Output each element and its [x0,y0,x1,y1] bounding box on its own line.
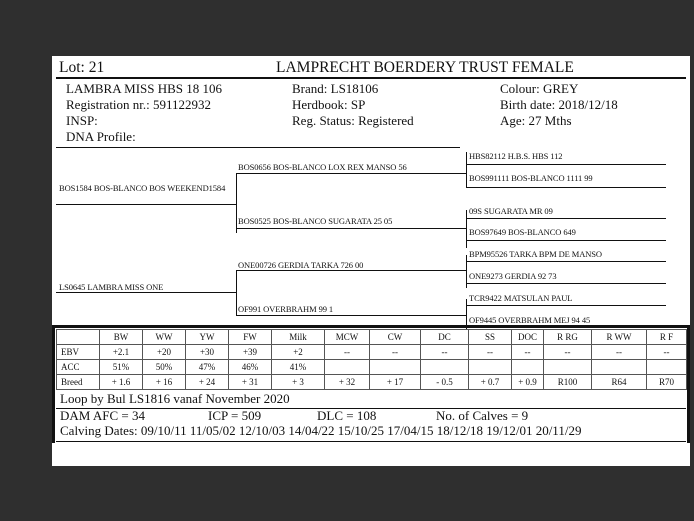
header-cell: MCW [325,330,370,345]
pedigree-dsd: ONE9273 GERDIA 92 73 [469,271,557,281]
table-cell: -- [647,345,687,360]
table-cell: + 16 [143,375,186,390]
performance-table [56,329,687,390]
performance-row-acc [57,360,687,375]
table-cell [544,360,592,375]
insp-label: INSP: [66,113,98,128]
table-cell: +2.1 [100,345,143,360]
table-cell: + 24 [186,375,229,390]
row-label: ACC [57,360,100,375]
registration-number: Registration nr.: 591122932 [66,97,212,112]
row-label: Breed [57,375,100,390]
loop-note: Loop by Bul LS1816 vanaf November 2020 [60,391,290,406]
table-cell: + 3 [272,375,325,390]
header-cell: R WW [592,330,647,345]
header-cell: YW [186,330,229,345]
table-cell [469,360,512,375]
table-cell [592,360,647,375]
table-cell: -- [370,345,421,360]
pedigree-ssd: BOS991111 BOS-BLANCO 1111 99 [469,173,593,183]
table-cell: -- [592,345,647,360]
table-cell: 41% [272,360,325,375]
herdbook-value: Herdbook: SP [292,97,366,112]
pedigree-sss: HBS82112 H.B.S. HBS 112 [469,151,563,161]
table-cell [370,360,421,375]
pedigree-dam: LS0645 LAMBRA MISS ONE [59,282,164,292]
header-cell: CW [370,330,421,345]
table-cell: R70 [647,375,687,390]
header-cell: WW [143,330,186,345]
header-cell: Milk [272,330,325,345]
pedigree-ddd: OF9445 OVERBRAHM MEJ 94 45 [469,315,591,325]
row-label: EBV [57,345,100,360]
table-cell: 50% [143,360,186,375]
header-cell: R RG [544,330,592,345]
performance-row-ebv [57,345,687,360]
table-cell: +39 [229,345,272,360]
pedigree-dam-dam: OF991 OVERBRAHM 99 1 [238,304,334,314]
header-cell: FW [229,330,272,345]
table-cell: + 17 [370,375,421,390]
pedigree-dss: BPM95526 TARKA BPM DE MANSO [469,249,602,259]
header-cell: DOC [512,330,544,345]
pedigree-sdd: BOS97649 BOS-BLANCO 649 [469,227,576,237]
pedigree-sire: BOS1584 BOS-BLANCO BOS WEEKEND1584 [59,183,226,193]
table-cell: -- [469,345,512,360]
table-cell: - 0.5 [421,375,469,390]
table-cell: +20 [143,345,186,360]
table-cell: -- [544,345,592,360]
table-cell: +30 [186,345,229,360]
performance-row-breed [57,375,687,390]
animal-card [52,56,690,466]
table-cell: 47% [186,360,229,375]
pedigree-dds: TCR9422 MATSULAN PAUL [469,293,573,303]
table-cell: + 32 [325,375,370,390]
table-cell: + 1.6 [100,375,143,390]
table-cell: -- [325,345,370,360]
table-cell: R64 [592,375,647,390]
table-cell: R100 [544,375,592,390]
table-cell: + 0.7 [469,375,512,390]
dlc-value: DLC = 108 [317,408,377,423]
header-cell: DC [421,330,469,345]
pedigree-dam-sire: ONE00726 GERDIA TARKA 726 00 [238,260,364,270]
performance-header-row [57,330,687,345]
table-cell: 46% [229,360,272,375]
header-cell: R F [647,330,687,345]
header-cell [57,330,100,345]
table-cell: -- [512,345,544,360]
icp-value: ICP = 509 [208,408,262,423]
table-cell: -- [421,345,469,360]
pedigree-sire-sire: BOS0656 BOS-BLANCO LOX REX MANSO 56 [238,162,407,172]
table-cell [647,360,687,375]
brand-value: Brand: LS18106 [292,81,379,96]
pedigree-sire-dam: BOS0525 BOS-BLANCO SUGARATA 25 05 [238,216,393,226]
table-cell [512,360,544,375]
birth-date-value: Birth date: 2018/12/18 [500,97,618,112]
header-cell: SS [469,330,512,345]
header-divider [56,77,686,79]
dna-profile-label: DNA Profile: [66,129,136,144]
table-cell: 51% [100,360,143,375]
calves-count: No. of Calves = 9 [436,408,529,423]
table-cell: + 0.9 [512,375,544,390]
table-cell: + 31 [229,375,272,390]
info-divider [56,147,460,148]
age-value: Age: 27 Mths [500,113,572,128]
colour-value: Colour: GREY [500,81,579,96]
reg-status-value: Reg. Status: Registered [292,113,414,128]
lot-number: Lot: 21 [59,59,105,76]
card-title: LAMPRECHT BOERDERY TRUST FEMALE [276,59,574,76]
pedigree-sds: 09S SUGARATA MR 09 [469,206,553,216]
calving-dates: Calving Dates: 09/10/11 11/05/02 12/10/03 14/04/22 15/10/25 17/04/15 18/12/18 19/12/01 20/11/29 [60,423,582,438]
header-cell: BW [100,330,143,345]
table-cell [421,360,469,375]
animal-name: LAMBRA MISS HBS 18 106 [66,81,223,96]
table-cell [325,360,370,375]
dam-afc: DAM AFC = 34 [60,408,145,423]
table-cell: +2 [272,345,325,360]
